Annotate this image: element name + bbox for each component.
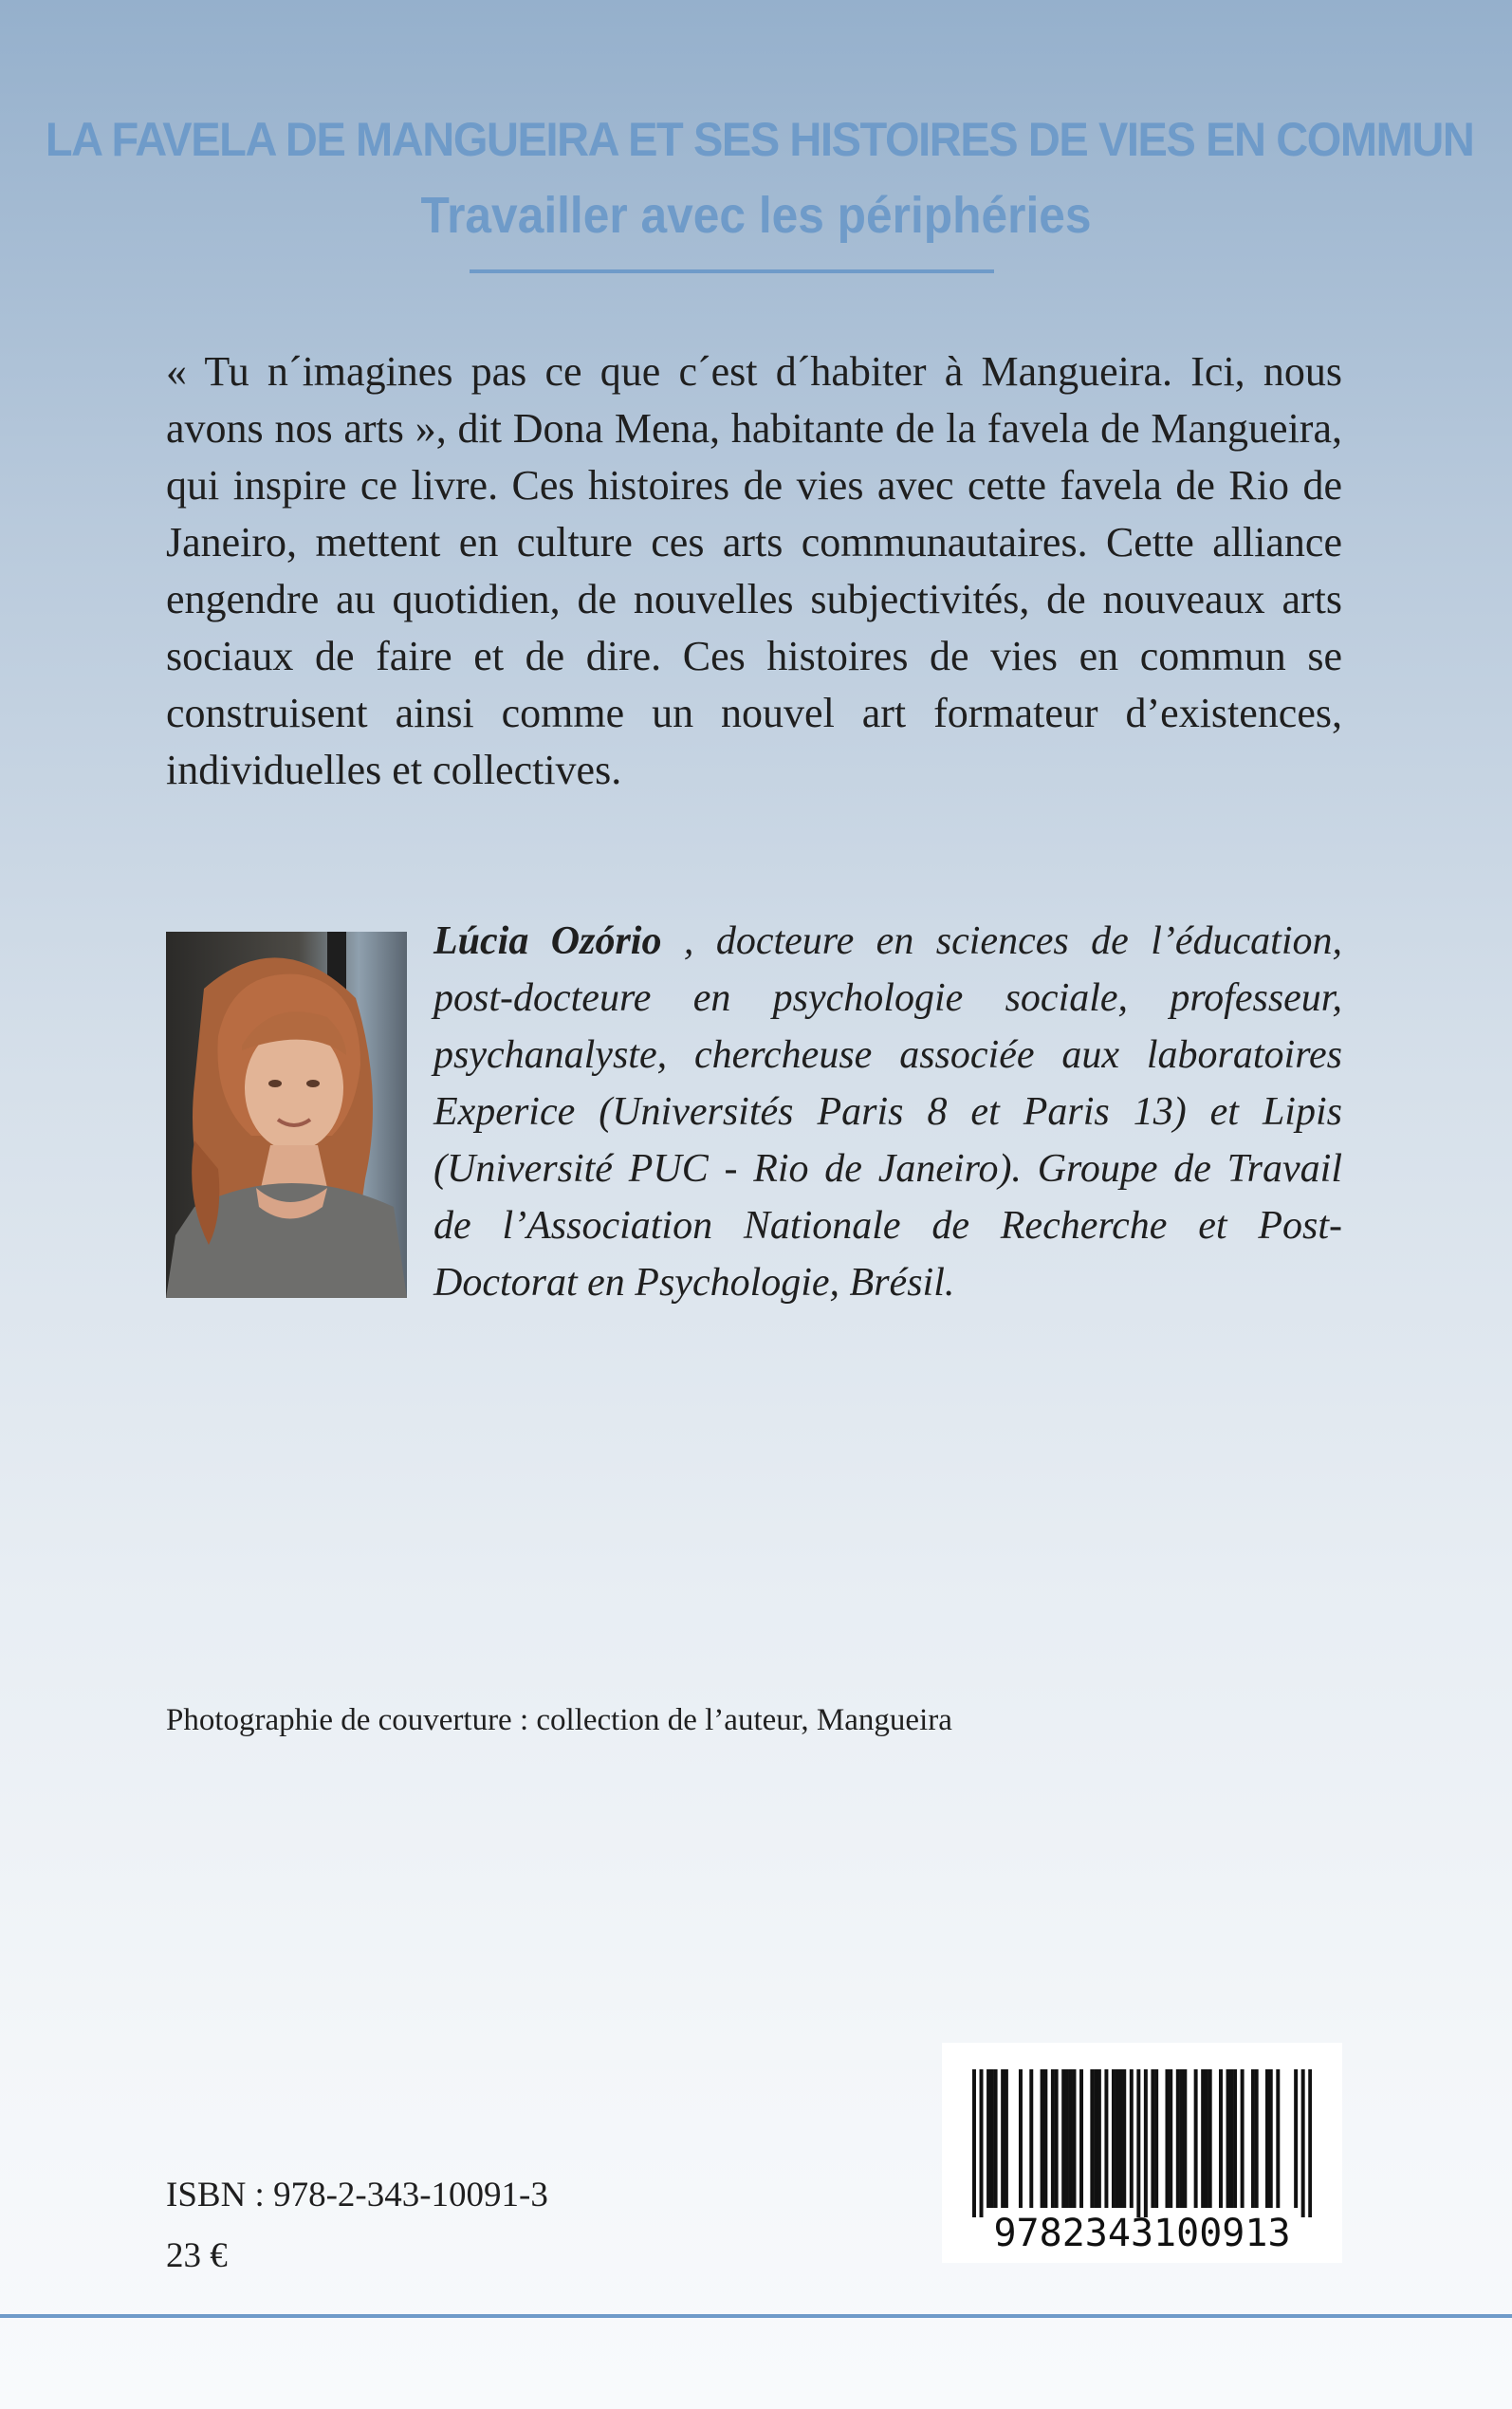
barcode-bar <box>1241 2069 1245 2208</box>
barcode-bar <box>1308 2069 1312 2217</box>
barcode-bar <box>986 2069 990 2208</box>
barcode-bar <box>994 2069 998 2208</box>
barcode-bar <box>1104 2069 1108 2208</box>
barcode-bar <box>1073 2069 1077 2208</box>
isbn: ISBN : 978-2-343-10091-3 <box>166 2176 548 2214</box>
barcode-bar <box>1154 2069 1158 2208</box>
barcode-bar <box>1269 2069 1273 2208</box>
barcode-bar <box>1176 2069 1180 2208</box>
barcode <box>942 2043 1342 2263</box>
barcode-bar <box>1116 2069 1119 2208</box>
barcode-bar <box>1255 2069 1259 2208</box>
barcode-bar <box>1079 2069 1083 2208</box>
barcode-bar <box>1169 2069 1172 2208</box>
barcode-bar <box>1061 2069 1065 2208</box>
barcode-bar <box>1183 2069 1187 2208</box>
barcode-bar <box>1233 2069 1237 2208</box>
back-cover-blurb: « Tu n´imagines pas ce que c´est d´habiter à Mangueira. Ici, nous avons nos arts », dit Dona Mena, habitante de la favela de Mangueira, qui inspire ce livre. Ces histoires de vies avec cette favela de Rio de Janeiro, mettent en culture ces arts communautaires. Cette alliance engendre au quotidien, de nouvelles subjectivités, de nouveaux arts sociaux de faire et de dire. Ces histoires de vies en commun se construisent ainsi comme un nouvel art formateur d’existences, individuelles et collectives. <box>166 348 1342 793</box>
author-name: Lúcia Ozório <box>433 919 662 963</box>
barcode-bar <box>1205 2069 1208 2208</box>
barcode-bar <box>1251 2069 1255 2208</box>
barcode-bar <box>1122 2069 1126 2208</box>
barcode-bar <box>1208 2069 1212 2208</box>
barcode-bar <box>1041 2069 1044 2208</box>
barcode-bar <box>1301 2069 1305 2217</box>
bottom-divider <box>0 2314 1512 2318</box>
barcode-bar <box>1144 2069 1148 2217</box>
author-photo <box>166 932 407 1298</box>
barcode-bar <box>990 2069 994 2208</box>
barcode-bar <box>1097 2069 1101 2208</box>
barcode-bar <box>1229 2069 1233 2208</box>
barcode-bar <box>1051 2069 1055 2208</box>
barcode-bar <box>1119 2069 1123 2208</box>
title-divider <box>470 269 994 273</box>
barcode-bar <box>1201 2069 1205 2208</box>
barcode-bar <box>1276 2069 1280 2208</box>
barcode-bar <box>1180 2069 1184 2208</box>
barcode-bar <box>1065 2069 1069 2208</box>
barcode-bar <box>1194 2069 1198 2208</box>
barcode-bar <box>1069 2069 1073 2208</box>
barcode-bar <box>1005 2069 1008 2208</box>
barcode-bar <box>972 2069 976 2217</box>
author-bio <box>433 913 1342 1311</box>
barcode-bar <box>1136 2069 1140 2217</box>
barcode-bar <box>1265 2069 1269 2208</box>
author-bio-text: , docteure en sciences de l’éducation, post-docteure en psychologie sociale, professeur, psychanalyste, chercheuse associée aux laboratoires Experice (Universités Paris 8 et Paris 13) et Lipis (Université PUC - Rio de Janeiro). Groupe de Travail de l’Association Nationale de Recherche et Post-Doctorat en Psychologie, Brésil. <box>433 919 1342 1305</box>
barcode-bar <box>1165 2069 1169 2208</box>
barcode-bar <box>1130 2069 1134 2208</box>
barcode-number: 9782343100913 <box>993 2212 1291 2255</box>
barcode-bar <box>980 2069 984 2217</box>
barcode-bar <box>1112 2069 1116 2208</box>
barcode-bar <box>1029 2069 1033 2208</box>
barcode-bars <box>972 2069 1312 2217</box>
barcode-bar <box>1094 2069 1097 2208</box>
barcode-bar <box>1019 2069 1023 2208</box>
barcode-bar <box>1294 2069 1298 2208</box>
barcode-bar <box>1151 2069 1154 2208</box>
book-title: LA FAVELA DE MANGUEIRA ET SES HISTOIRES DE VIES EN COMMUN <box>45 113 1474 166</box>
book-subtitle: Travailler avec les périphéries <box>420 187 1092 244</box>
price: 23 € <box>166 2236 228 2275</box>
barcode-bar <box>1001 2069 1005 2208</box>
photo-credit: Photographie de couverture : collection de l’auteur, Mangueira <box>166 1703 952 1737</box>
barcode-bar <box>1043 2069 1047 2208</box>
barcode-bar <box>1219 2069 1223 2208</box>
barcode-bar <box>1055 2069 1059 2208</box>
barcode-bar <box>1090 2069 1094 2208</box>
barcode-bar <box>1226 2069 1230 2208</box>
